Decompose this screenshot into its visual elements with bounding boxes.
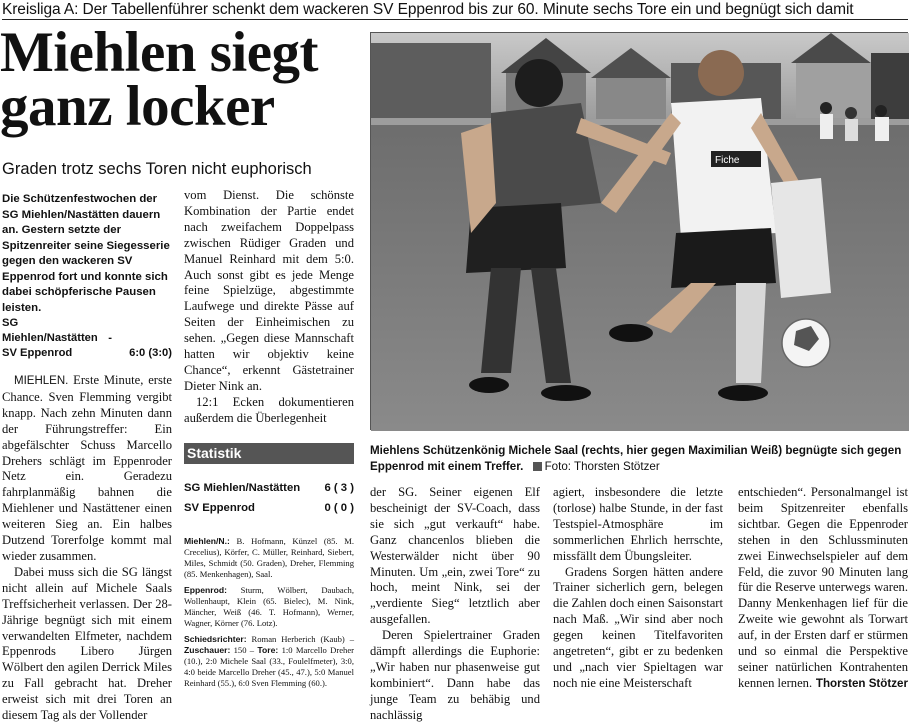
article-paragraph <box>2 373 172 565</box>
article-column-5 <box>738 485 908 692</box>
article-paragraph: 12:1 Ecken dokumentieren außerdem die Überlegenheit <box>184 394 354 425</box>
article-paragraph: Dabei muss sich die SG längst nicht allein auf Michele Saals Treffsicherheit verlassen. Der 28-Jährige begnügt sich mit einem verwandelten Elfmeter, nachdem Eppenrods Libero Jürgen Wölbert den agilen Derrick Miles zu Fall gebracht hat. Dreher erweist sich mit drei Toren an diesem Tag als der Vollender <box>2 564 172 723</box>
subheadline: Graden trotz sechs Toren nicht euphorisch <box>2 160 312 178</box>
score-box-teams: SG Miehlen/Nastätten - SV Eppenrod <box>2 317 112 359</box>
statistik-header: Statistik <box>184 443 354 464</box>
stat-team-away: SV Eppenrod <box>184 502 255 514</box>
goals-text: 1:0 Marcello Dreher (10.), 2:0 Michele Saal (33., Foulelfmeter), 3:0, 4:0 beide Marcello Dreher (45., 47.), 5:0 Manuel Reinhard (55.), 6:0 Sven Flemming (60.). <box>184 645 354 688</box>
lineup-away <box>184 585 354 629</box>
stat-score-away: 0 ( 0 ) <box>324 502 354 514</box>
crowd-label: Zuschauer: <box>184 645 231 655</box>
article-paragraph: Deren Spielertrainer Graden dämpft allerdings die Euphorie: „Wir haben nur phasenweise gut kombiniert“. Dann habe das junge Team zu behäbig und nachlässig <box>370 628 540 722</box>
stat-details <box>184 536 354 689</box>
photo-credit: Foto: Thorsten Stötzer <box>544 460 660 473</box>
credit-square-icon <box>533 462 542 471</box>
score-box <box>2 316 172 361</box>
article-column-1 <box>2 192 172 724</box>
dateline: MIEHLEN. <box>14 375 69 387</box>
crowd-text: 150 – <box>233 645 255 655</box>
teaser: Die Schützenfestwochen der SG Miehlen/Nastätten dauern an. Gestern setzte der Spitzenreiter seine Siegesserie gegen den wackeren SV Eppenrod fort und konnte sich dabei schöpferische Pausen leisten. <box>2 193 170 314</box>
article-column-4 <box>553 485 723 692</box>
referee-label: Schiedsrichter: <box>184 634 247 644</box>
football-match-photo <box>370 32 908 430</box>
article-paragraph: agiert, insbesondere die letzte (torlose) halbe Stunde, in der fast Testspiel-Atmosphäre im sommerlichen Ehrlich herrschte, missfällt dem Übungsleiter. <box>553 485 723 563</box>
lineup-home <box>184 536 354 580</box>
stat-score-home: 6 ( 3 ) <box>324 482 354 494</box>
headline-line-2: ganz locker <box>0 75 275 138</box>
statistik-box <box>184 478 354 694</box>
score-box-result: 6:0 (3:0) <box>129 347 172 359</box>
headline <box>0 21 366 138</box>
article-paragraph: der SG. Seiner eigenen Elf bescheinigt der SV-Coach, dass sie sich „gut verkauft“ habe. Ganz chancenlos blieben die Westerwälder nicht über 90 Minuten. Um „ein, zwei Tore“ zu hoch, meint Nink, sei der „verdiente Sieg“ letztlich aber ausgefallen. <box>370 485 540 627</box>
photo-illustration <box>371 33 909 431</box>
author-name: Thorsten Stötzer <box>815 676 908 690</box>
stat-row <box>184 498 354 518</box>
article-paragraph: vom Dienst. Die schönste Kombination der Partie endet nach zweifachem Doppelpass zwischen Rüdiger Graden und Manuel Reinhard mit dem 5:0. Auch sonst gibt es jede Menge feine Spielzüge, abgestimmte Laufwege und direkte Pässe auf Seiten der Einheimischen zu sehen. „Gegen diese Mannschaft hatten wir objektiv keine Chance“, erkennt Gästetrainer Dieter Nink an. <box>184 188 354 393</box>
referee-text: Roman Herberich (Kaub) – <box>251 634 354 644</box>
article-paragraph <box>738 485 908 692</box>
kicker-line: Kreisliga A: Der Tabellenführer schenkt dem wackeren SV Eppenrod bis zur 60. Minute sechs Tore ein und begnügt sich damit <box>2 0 908 20</box>
jersey-text: Fiche <box>715 155 740 166</box>
paragraph-text: Erste Minute, erste Chance. Sven Flemming vergibt knapp. Nach zehn Minuten dann der Führungstreffer: Ein abgefälschter Schuss Marcello Drehers schlägt im Eppenroder Netz ein. Geradezu fahrplanmäßig bahnen die Miehlener und Nastättener einen weiteren Sieg an. Ein halbes Dutzend Torerfolge kommt mal wieder zusammen. <box>2 373 172 563</box>
article-column-2 <box>184 188 354 427</box>
paragraph-text: entschieden“. Personalmangel ist beim Spitzenreiter ebenfalls sichtbar. Gegen die Eppenroder stehen in den Schlussminuten zwei Einwechselspieler auf dem Feld, die zuvor 90 Minuten lang für die Reserve unterwegs waren. Danny Menkenhagen lief für die Zweite wie gewohnt als Torwart auf, in der Ersten darf er stürmen und so einmal die Perspektive seiner natürlichen Kontrahenten kennen lernen. <box>738 485 908 690</box>
headline-line-1: Miehlen siegt <box>0 21 319 84</box>
lineup-home-label: Miehlen/N.: <box>184 536 230 546</box>
goals-label: Tore: <box>257 645 279 655</box>
stat-team-home: SG Miehlen/Nastätten <box>184 482 301 494</box>
lineup-away-label: Eppenrod: <box>184 585 227 595</box>
match-facts <box>184 634 354 689</box>
photo-caption <box>370 443 908 475</box>
article-paragraph: Gradens Sorgen hätten andere Trainer sicherlich gern, belegen die Zahlen doch einen Saisonstart nach Maß. „Wir sind aber noch gegen keinen Titelfavoriten angetreten“, gibt er zu bedenken und „nach vier Spieltagen war noch nie eine Meisterschaft <box>553 564 723 690</box>
lineup-away-text: Sturm, Wölbert, Daubach, Wollenhaupt, Klein (65. Bielec), M. Nink, Mäncher, Weiß (46. T. Hofmann), Werner, Wagner, Körner (76. Lotz). <box>184 585 355 628</box>
article-column-3 <box>370 485 540 724</box>
stat-row <box>184 478 354 498</box>
caption-text: Miehlens Schützenkönig Michele Saal (rechts, hier gegen Maximilian Weiß) begnügte sich gegen Eppenrod mit einem Treffer. <box>370 444 902 473</box>
lineup-home-text: B. Hofmann, Künzel (85. M. Crecelius), Körfer, C. Müller, Reinhard, Siebert, Miles, Schmidt (50. Graden), Dreher, Flemming (85. Menkenhagen), Saal. <box>184 536 354 579</box>
